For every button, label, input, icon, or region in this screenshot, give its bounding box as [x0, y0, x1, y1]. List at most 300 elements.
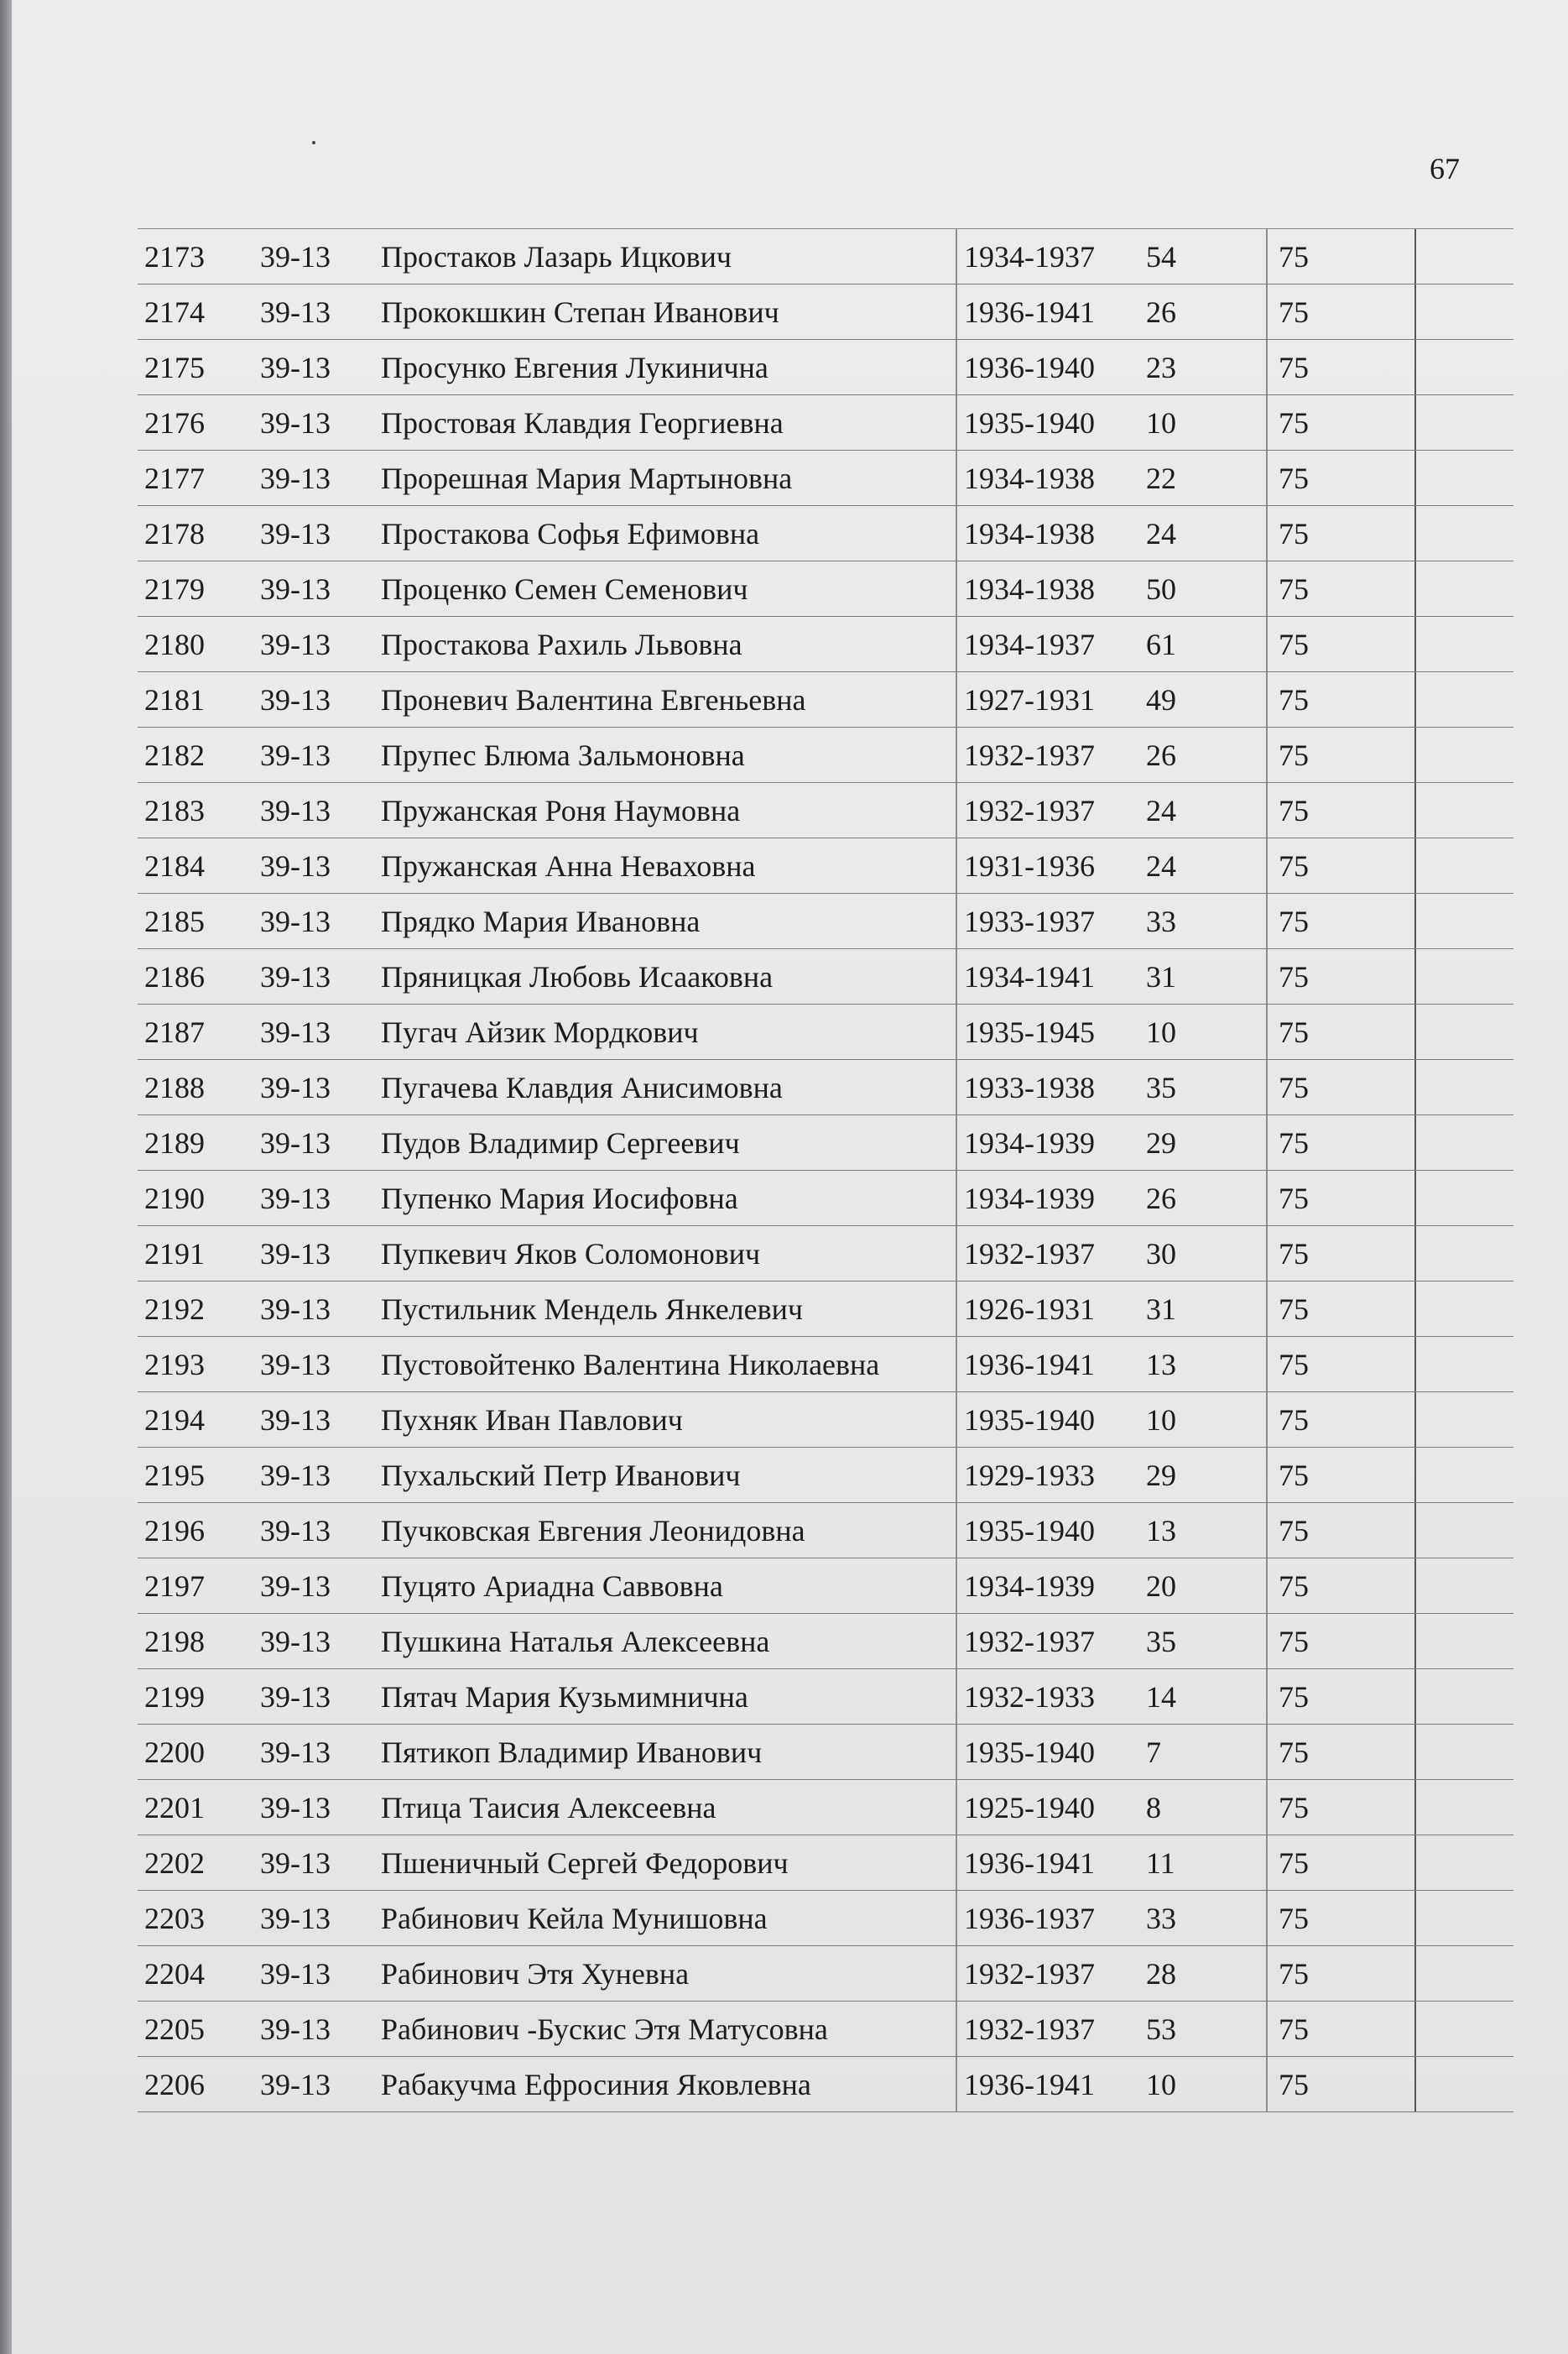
- record-code: 39-13: [260, 628, 331, 661]
- column-divider: [1266, 2002, 1268, 2056]
- record-code: 39-13: [260, 905, 331, 938]
- table-row: [138, 1891, 1513, 1946]
- record-retention: 75: [1279, 794, 1309, 827]
- record-years: 1931-1936: [964, 849, 1095, 883]
- record-number: 2191: [144, 1237, 205, 1271]
- column-divider: [1414, 1669, 1416, 1724]
- table-row: [138, 1392, 1513, 1448]
- column-divider: [956, 1337, 957, 1391]
- table-row: [138, 1780, 1513, 1835]
- record-count: 26: [1146, 739, 1176, 772]
- record-code: 39-13: [260, 1569, 331, 1603]
- record-code: 39-13: [260, 1071, 331, 1104]
- table-row: [138, 395, 1513, 451]
- record-name: Пухняк Иван Павлович: [381, 1403, 683, 1437]
- record-code: 39-13: [260, 960, 331, 994]
- column-divider: [1266, 2057, 1268, 2111]
- record-name: Проневич Валентина Евгеньевна: [381, 683, 806, 717]
- column-divider: [1266, 1669, 1268, 1724]
- record-number: 2175: [144, 351, 205, 384]
- record-number: 2183: [144, 794, 205, 827]
- record-code: 39-13: [260, 1348, 331, 1381]
- column-divider: [1266, 894, 1268, 948]
- record-number: 2187: [144, 1015, 205, 1049]
- table-row: [138, 617, 1513, 672]
- record-name: Пушкина Наталья Алексеевна: [381, 1625, 770, 1658]
- record-retention: 75: [1279, 1292, 1309, 1326]
- column-divider: [956, 2057, 957, 2111]
- record-number: 2177: [144, 462, 205, 495]
- record-retention: 75: [1279, 1237, 1309, 1271]
- record-count: 30: [1146, 1237, 1176, 1271]
- record-retention: 75: [1279, 572, 1309, 606]
- column-divider: [956, 561, 957, 616]
- record-years: 1936-1941: [964, 295, 1095, 329]
- column-divider: [1414, 838, 1416, 893]
- table-row: [138, 1448, 1513, 1503]
- record-code: 39-13: [260, 849, 331, 883]
- record-count: 13: [1146, 1348, 1176, 1381]
- record-count: 28: [1146, 1957, 1176, 1991]
- column-divider: [1414, 1614, 1416, 1668]
- record-name: Пуцято Ариадна Саввовна: [381, 1569, 723, 1603]
- record-retention: 75: [1279, 1514, 1309, 1548]
- column-divider: [1414, 284, 1416, 339]
- record-code: 39-13: [260, 1237, 331, 1271]
- table-row: [138, 1614, 1513, 1669]
- table-row: [138, 1835, 1513, 1891]
- record-retention: 75: [1279, 1625, 1309, 1658]
- column-divider: [1414, 1337, 1416, 1391]
- record-retention: 75: [1279, 1569, 1309, 1603]
- record-years: 1936-1940: [964, 351, 1095, 384]
- record-retention: 75: [1279, 905, 1309, 938]
- record-number: 2186: [144, 960, 205, 994]
- record-years: 1932-1933: [964, 1680, 1095, 1714]
- column-divider: [1266, 617, 1268, 671]
- column-divider: [956, 1891, 957, 1945]
- record-years: 1934-1937: [964, 628, 1095, 661]
- record-retention: 75: [1279, 1348, 1309, 1381]
- record-number: 2200: [144, 1735, 205, 1769]
- record-years: 1935-1940: [964, 1735, 1095, 1769]
- column-divider: [956, 340, 957, 394]
- page-number: 67: [1430, 152, 1460, 185]
- record-years: 1927-1931: [964, 683, 1095, 717]
- record-retention: 75: [1279, 1680, 1309, 1714]
- record-count: 23: [1146, 351, 1176, 384]
- record-number: 2198: [144, 1625, 205, 1658]
- column-divider: [1414, 1503, 1416, 1558]
- record-number: 2203: [144, 1902, 205, 1935]
- record-years: 1933-1938: [964, 1071, 1095, 1104]
- column-divider: [956, 617, 957, 671]
- record-retention: 75: [1279, 462, 1309, 495]
- column-divider: [1414, 1005, 1416, 1059]
- record-count: 24: [1146, 794, 1176, 827]
- record-count: 33: [1146, 1902, 1176, 1935]
- record-retention: 75: [1279, 517, 1309, 551]
- record-number: 2193: [144, 1348, 205, 1381]
- record-name: Пшеничный Сергей Федорович: [381, 1846, 789, 1880]
- column-divider: [956, 783, 957, 838]
- record-name: Пружанская Анна Неваховна: [381, 849, 756, 883]
- record-number: 2189: [144, 1126, 205, 1160]
- column-divider: [956, 1669, 957, 1724]
- record-retention: 75: [1279, 1126, 1309, 1160]
- record-number: 2195: [144, 1459, 205, 1492]
- record-code: 39-13: [260, 794, 331, 827]
- column-divider: [1414, 1060, 1416, 1114]
- record-years: 1925-1940: [964, 1791, 1095, 1824]
- record-code: 39-13: [260, 1680, 331, 1714]
- table-row: [138, 1558, 1513, 1614]
- column-divider: [1266, 1005, 1268, 1059]
- column-divider: [1414, 561, 1416, 616]
- record-retention: 75: [1279, 849, 1309, 883]
- column-divider: [1414, 229, 1416, 284]
- record-years: 1933-1937: [964, 905, 1095, 938]
- record-code: 39-13: [260, 517, 331, 551]
- column-divider: [1266, 1780, 1268, 1835]
- record-count: 22: [1146, 462, 1176, 495]
- record-name: Прупес Блюма Зальмоновна: [381, 739, 745, 772]
- record-number: 2174: [144, 295, 205, 329]
- record-years: 1934-1938: [964, 572, 1095, 606]
- column-divider: [1266, 1725, 1268, 1779]
- table-row: [138, 728, 1513, 783]
- column-divider: [1266, 1171, 1268, 1225]
- record-code: 39-13: [260, 1015, 331, 1049]
- table-row: [138, 1946, 1513, 2002]
- record-code: 39-13: [260, 295, 331, 329]
- record-code: 39-13: [260, 1292, 331, 1326]
- column-divider: [1414, 1946, 1416, 2001]
- column-divider: [956, 284, 957, 339]
- record-count: 24: [1146, 849, 1176, 883]
- record-code: 39-13: [260, 2068, 331, 2101]
- record-count: 7: [1146, 1735, 1161, 1769]
- record-years: 1934-1939: [964, 1569, 1095, 1603]
- record-retention: 75: [1279, 406, 1309, 440]
- column-divider: [1414, 617, 1416, 671]
- record-code: 39-13: [260, 1735, 331, 1769]
- column-divider: [1414, 1835, 1416, 1890]
- table-row: [138, 838, 1513, 894]
- column-divider: [956, 1725, 957, 1779]
- column-divider: [1266, 1503, 1268, 1558]
- record-retention: 75: [1279, 2012, 1309, 2046]
- column-divider: [1266, 1891, 1268, 1945]
- record-count: 10: [1146, 1403, 1176, 1437]
- column-divider: [1414, 672, 1416, 727]
- column-divider: [956, 1171, 957, 1225]
- record-retention: 75: [1279, 1902, 1309, 1935]
- column-divider: [956, 1226, 957, 1281]
- column-divider: [1414, 1558, 1416, 1613]
- record-years: 1934-1938: [964, 517, 1095, 551]
- record-years: 1934-1937: [964, 240, 1095, 274]
- record-retention: 75: [1279, 683, 1309, 717]
- record-count: 26: [1146, 295, 1176, 329]
- column-divider: [1414, 340, 1416, 394]
- table-row: [138, 1060, 1513, 1115]
- record-retention: 75: [1279, 1846, 1309, 1880]
- record-years: 1935-1945: [964, 1015, 1095, 1049]
- column-divider: [1266, 838, 1268, 893]
- record-name: Рабакучма Ефросиния Яковлевна: [381, 2068, 811, 2101]
- column-divider: [1414, 1281, 1416, 1336]
- record-count: 54: [1146, 240, 1176, 274]
- record-name: Птица Таисия Алексеевна: [381, 1791, 716, 1824]
- record-name: Пятач Мария Кузьмимнична: [381, 1680, 748, 1714]
- column-divider: [956, 949, 957, 1004]
- record-retention: 75: [1279, 1957, 1309, 1991]
- column-divider: [956, 229, 957, 284]
- table-row: [138, 1337, 1513, 1392]
- record-count: 49: [1146, 683, 1176, 717]
- table-row: [138, 1005, 1513, 1060]
- record-name: Прококшкин Степан Иванович: [381, 295, 779, 329]
- record-count: 10: [1146, 2068, 1176, 2101]
- column-divider: [1266, 451, 1268, 505]
- table-row: [138, 1115, 1513, 1171]
- record-number: 2180: [144, 628, 205, 661]
- record-retention: 75: [1279, 2068, 1309, 2101]
- record-name: Пухальский Петр Иванович: [381, 1459, 741, 1492]
- record-name: Пупенко Мария Иосифовна: [381, 1182, 738, 1215]
- table-row: [138, 1503, 1513, 1558]
- record-count: 26: [1146, 1182, 1176, 1215]
- column-divider: [956, 672, 957, 727]
- column-divider: [956, 1614, 957, 1668]
- column-divider: [956, 1281, 957, 1336]
- record-number: 2196: [144, 1514, 205, 1548]
- record-name: Простаков Лазарь Ицкович: [381, 240, 732, 274]
- record-retention: 75: [1279, 1015, 1309, 1049]
- record-years: 1935-1940: [964, 406, 1095, 440]
- column-divider: [956, 506, 957, 561]
- record-number: 2201: [144, 1791, 205, 1824]
- record-number: 2205: [144, 2012, 205, 2046]
- record-code: 39-13: [260, 1957, 331, 1991]
- column-divider: [1266, 506, 1268, 561]
- record-code: 39-13: [260, 1514, 331, 1548]
- record-count: 20: [1146, 1569, 1176, 1603]
- record-number: 2194: [144, 1403, 205, 1437]
- column-divider: [1266, 340, 1268, 394]
- record-number: 2181: [144, 683, 205, 717]
- record-count: 53: [1146, 2012, 1176, 2046]
- column-divider: [1266, 783, 1268, 838]
- column-divider: [956, 1060, 957, 1114]
- column-divider: [956, 1503, 957, 1558]
- column-divider: [1266, 284, 1268, 339]
- column-divider: [1414, 2002, 1416, 2056]
- column-divider: [1266, 672, 1268, 727]
- record-retention: 75: [1279, 628, 1309, 661]
- column-divider: [956, 1558, 957, 1613]
- record-number: 2188: [144, 1071, 205, 1104]
- record-retention: 75: [1279, 1403, 1309, 1437]
- record-count: 8: [1146, 1791, 1161, 1824]
- column-divider: [956, 2002, 957, 2056]
- record-years: 1932-1937: [964, 739, 1095, 772]
- column-divider: [1414, 783, 1416, 838]
- record-number: 2206: [144, 2068, 205, 2101]
- record-code: 39-13: [260, 1459, 331, 1492]
- record-count: 35: [1146, 1625, 1176, 1658]
- column-divider: [956, 1780, 957, 1835]
- record-number: 2204: [144, 1957, 205, 1991]
- table-row: [138, 894, 1513, 949]
- record-code: 39-13: [260, 462, 331, 495]
- record-name: Пятикоп Владимир Иванович: [381, 1735, 763, 1769]
- record-years: 1935-1940: [964, 1403, 1095, 1437]
- column-divider: [1414, 1780, 1416, 1835]
- column-divider: [1266, 1946, 1268, 2001]
- record-retention: 75: [1279, 295, 1309, 329]
- column-divider: [1414, 1448, 1416, 1502]
- table-row: [138, 340, 1513, 395]
- record-name: Пряницкая Любовь Исааковна: [381, 960, 774, 994]
- column-divider: [956, 451, 957, 505]
- column-divider: [956, 1946, 957, 2001]
- record-retention: 75: [1279, 1459, 1309, 1492]
- record-code: 39-13: [260, 739, 331, 772]
- record-retention: 75: [1279, 960, 1309, 994]
- record-count: 13: [1146, 1514, 1176, 1548]
- table-row: [138, 506, 1513, 561]
- record-number: 2197: [144, 1569, 205, 1603]
- ledger-table: [138, 228, 1513, 2112]
- column-divider: [1266, 1392, 1268, 1447]
- column-divider: [1414, 506, 1416, 561]
- record-name: Пучковская Евгения Леонидовна: [381, 1514, 805, 1548]
- record-name: Проценко Семен Семенович: [381, 572, 748, 606]
- record-years: 1934-1941: [964, 960, 1095, 994]
- record-number: 2173: [144, 240, 205, 274]
- column-divider: [1266, 1060, 1268, 1114]
- column-divider: [1414, 949, 1416, 1004]
- record-years: 1932-1937: [964, 794, 1095, 827]
- record-code: 39-13: [260, 1126, 331, 1160]
- record-number: 2192: [144, 1292, 205, 1326]
- record-retention: 75: [1279, 240, 1309, 274]
- record-retention: 75: [1279, 1071, 1309, 1104]
- record-retention: 75: [1279, 739, 1309, 772]
- column-divider: [1414, 451, 1416, 505]
- column-divider: [1266, 1558, 1268, 1613]
- column-divider: [1414, 728, 1416, 782]
- table-row: [138, 1171, 1513, 1226]
- record-retention: 75: [1279, 1182, 1309, 1215]
- record-count: 11: [1146, 1846, 1175, 1880]
- column-divider: [956, 395, 957, 450]
- table-row: [138, 1281, 1513, 1337]
- record-count: 10: [1146, 406, 1176, 440]
- column-divider: [1414, 1115, 1416, 1170]
- column-divider: [1414, 1725, 1416, 1779]
- column-divider: [1414, 395, 1416, 450]
- record-years: 1934-1939: [964, 1126, 1095, 1160]
- record-years: 1934-1939: [964, 1182, 1095, 1215]
- record-count: 31: [1146, 1292, 1176, 1326]
- record-years: 1936-1937: [964, 1902, 1095, 1935]
- document-page: [12, 0, 1568, 2354]
- record-code: 39-13: [260, 683, 331, 717]
- record-name: Простакова Софья Ефимовна: [381, 517, 760, 551]
- record-years: 1932-1937: [964, 1237, 1095, 1271]
- record-name: Прядко Мария Ивановна: [381, 905, 701, 938]
- record-count: 29: [1146, 1459, 1176, 1492]
- record-code: 39-13: [260, 351, 331, 384]
- record-count: 31: [1146, 960, 1176, 994]
- record-name: Пустовойтенко Валентина Николаевна: [381, 1348, 880, 1381]
- record-count: 10: [1146, 1015, 1176, 1049]
- record-years: 1936-1941: [964, 1846, 1095, 1880]
- record-number: 2182: [144, 739, 205, 772]
- record-name: Пупкевич Яков Соломонович: [381, 1237, 761, 1271]
- record-number: 2202: [144, 1846, 205, 1880]
- record-name: Рабинович Кейла Мунишовна: [381, 1902, 768, 1935]
- column-divider: [1266, 949, 1268, 1004]
- ink-dot: [312, 141, 315, 144]
- record-count: 33: [1146, 905, 1176, 938]
- column-divider: [1266, 1226, 1268, 1281]
- record-years: 1932-1937: [964, 1625, 1095, 1658]
- record-name: Пугачева Клавдия Анисимовна: [381, 1071, 783, 1104]
- record-number: 2199: [144, 1680, 205, 1714]
- record-code: 39-13: [260, 1403, 331, 1437]
- record-code: 39-13: [260, 1791, 331, 1824]
- column-divider: [1266, 1835, 1268, 1890]
- table-row: [138, 1669, 1513, 1725]
- table-row: [138, 2057, 1513, 2112]
- record-count: 14: [1146, 1680, 1176, 1714]
- column-divider: [1266, 1281, 1268, 1336]
- record-years: 1936-1941: [964, 1348, 1095, 1381]
- record-code: 39-13: [260, 1182, 331, 1215]
- table-row: [138, 672, 1513, 728]
- record-number: 2176: [144, 406, 205, 440]
- record-retention: 75: [1279, 351, 1309, 384]
- table-row: [138, 2002, 1513, 2057]
- record-code: 39-13: [260, 240, 331, 274]
- column-divider: [956, 1392, 957, 1447]
- record-name: Рабинович Этя Хуневна: [381, 1957, 690, 1991]
- record-number: 2184: [144, 849, 205, 883]
- column-divider: [956, 1448, 957, 1502]
- table-row: [138, 783, 1513, 838]
- record-years: 1929-1933: [964, 1459, 1095, 1492]
- record-count: 29: [1146, 1126, 1176, 1160]
- column-divider: [1266, 229, 1268, 284]
- record-name: Рабинович -Бускис Этя Матусовна: [381, 2012, 828, 2046]
- table-row: [138, 451, 1513, 506]
- record-years: 1936-1941: [964, 2068, 1095, 2101]
- record-code: 39-13: [260, 1846, 331, 1880]
- record-name: Пустильник Мендель Янкелевич: [381, 1292, 803, 1326]
- record-retention: 75: [1279, 1791, 1309, 1824]
- column-divider: [956, 1835, 957, 1890]
- column-divider: [1414, 1891, 1416, 1945]
- column-divider: [956, 728, 957, 782]
- record-retention: 75: [1279, 1735, 1309, 1769]
- column-divider: [1414, 1171, 1416, 1225]
- column-divider: [1414, 2057, 1416, 2111]
- column-divider: [1414, 1392, 1416, 1447]
